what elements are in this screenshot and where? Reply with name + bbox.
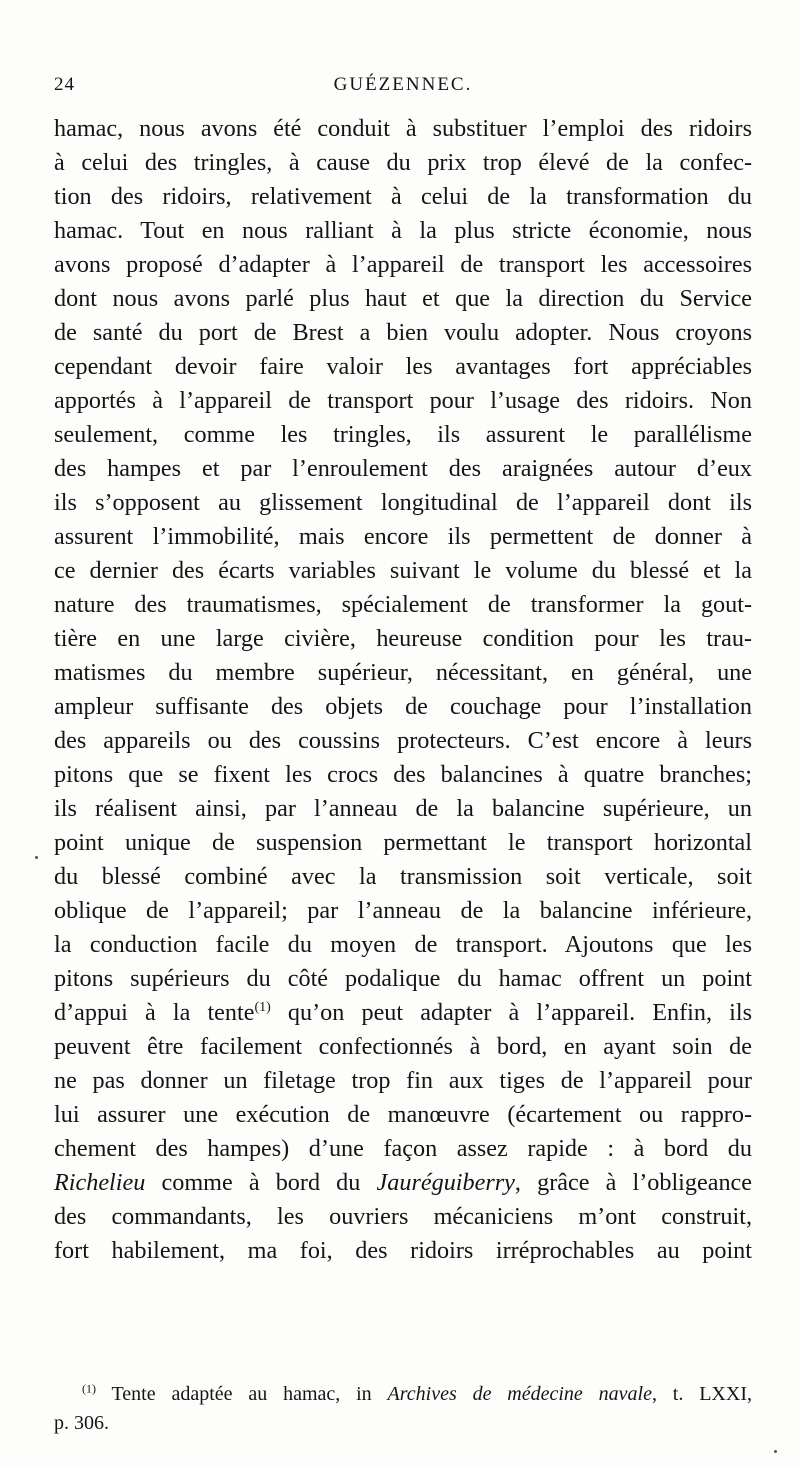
text-segment: , grâce à l’obligeance: [514, 1169, 753, 1196]
text-line: ils réalisent ainsi, par l’anneau de la balancine supérieure, un: [54, 795, 752, 822]
text-line: ils s’opposent au glissement longitudinal de l’appareil dont ils: [54, 489, 752, 516]
text-line: ampleur suffisante des objets de couchage pour l’installation: [54, 693, 752, 720]
text-line: nature des traumatismes, spécialement de transformer la gout-: [54, 591, 752, 618]
text-line: hamac, nous avons été conduit à substituer l’emploi des ridoirs: [54, 115, 752, 142]
text-line: pitons que se fixent les crocs des balancines à quatre branches;: [54, 761, 752, 788]
ship-name-jaureguiberry: Jauréguiberry: [376, 1169, 515, 1196]
body-text: [54, 112, 752, 1268]
print-speck: [774, 1450, 777, 1453]
footnote-journal-title: Archives de médecine navale: [387, 1383, 652, 1405]
footnote-marker: (1): [82, 1381, 96, 1396]
text-line: point unique de suspension permettant le transport horizontal: [54, 829, 752, 856]
text-line: lui assurer une exécution de manœuvre (écartement ou rappro-: [54, 1101, 752, 1128]
text-segment: qu’on peut adapter à l’appareil. Enfin, ils: [270, 999, 752, 1026]
running-title: GUÉZENNEC.: [333, 74, 473, 95]
text-line: seulement, comme les tringles, ils assurent le parallélisme: [54, 421, 752, 448]
footnote-line: p. 306.: [54, 1412, 109, 1434]
text-line: cependant devoir faire valoir les avantages fort appréciables: [54, 353, 752, 380]
footnote-reference[interactable]: (1): [254, 999, 271, 1015]
text-line: pitons supérieurs du côté podalique du hamac offrent un point: [54, 965, 752, 992]
footnote-text: Tente adaptée au hamac, in: [96, 1383, 388, 1405]
text-line: assurent l’immobilité, mais encore ils permettent de donner à: [54, 523, 752, 550]
text-line: la conduction facile du moyen de transport. Ajoutons que les: [54, 931, 752, 958]
print-speck: [35, 856, 38, 859]
text-line-with-ship-names: [54, 1166, 752, 1200]
ship-name-richelieu: Richelieu: [54, 1169, 146, 1196]
text-line: dont nous avons parlé plus haut et que la direction du Service: [54, 285, 752, 312]
page-number: 24: [54, 74, 75, 95]
text-line: avons proposé d’adapter à l’appareil de transport les accessoires: [54, 251, 752, 278]
footnote-text: , t. LXXI,: [651, 1383, 752, 1405]
text-segment: comme à bord du: [145, 1169, 377, 1196]
text-line: du blessé combiné avec la transmission soit verticale, soit: [54, 863, 752, 890]
text-line: tion des ridoirs, relativement à celui de la transformation du: [54, 183, 752, 210]
text-line: des appareils ou des coussins protecteurs. C’est encore à leurs: [54, 727, 752, 754]
text-line: tière en une large civière, heureuse condition pour les trau-: [54, 625, 752, 652]
text-line: des commandants, les ouvriers mécaniciens m’ont construit,: [54, 1203, 752, 1230]
text-line: chement des hampes) d’une façon assez rapide : à bord du: [54, 1135, 752, 1162]
text-line: à celui des tringles, à cause du prix trop élevé de la confec-: [54, 149, 752, 176]
footnote: [54, 1380, 752, 1438]
text-segment: d’appui à la tente: [54, 999, 255, 1026]
footnote-line: [54, 1380, 752, 1409]
text-line: ne pas donner un filetage trop fin aux tiges de l’appareil pour: [54, 1067, 752, 1094]
text-line-with-footnote-ref: [54, 996, 752, 1030]
text-line: apportés à l’appareil de transport pour l’usage des ridoirs. Non: [54, 387, 752, 414]
running-head: [54, 74, 752, 102]
text-line: ce dernier des écarts variables suivant le volume du blessé et la: [54, 557, 752, 584]
text-line: fort habilement, ma foi, des ridoirs irréprochables au point: [54, 1237, 752, 1264]
text-line: de santé du port de Brest a bien voulu adopter. Nous croyons: [54, 319, 752, 346]
text-line: peuvent être facilement confectionnés à bord, en ayant soin de: [54, 1033, 752, 1060]
text-line: oblique de l’appareil; par l’anneau de la balancine inférieure,: [54, 897, 752, 924]
text-line: matismes du membre supérieur, nécessitant, en général, une: [54, 659, 752, 686]
text-line: des hampes et par l’enroulement des araignées autour d’eux: [54, 455, 752, 482]
text-line: hamac. Tout en nous ralliant à la plus stricte économie, nous: [54, 217, 752, 244]
